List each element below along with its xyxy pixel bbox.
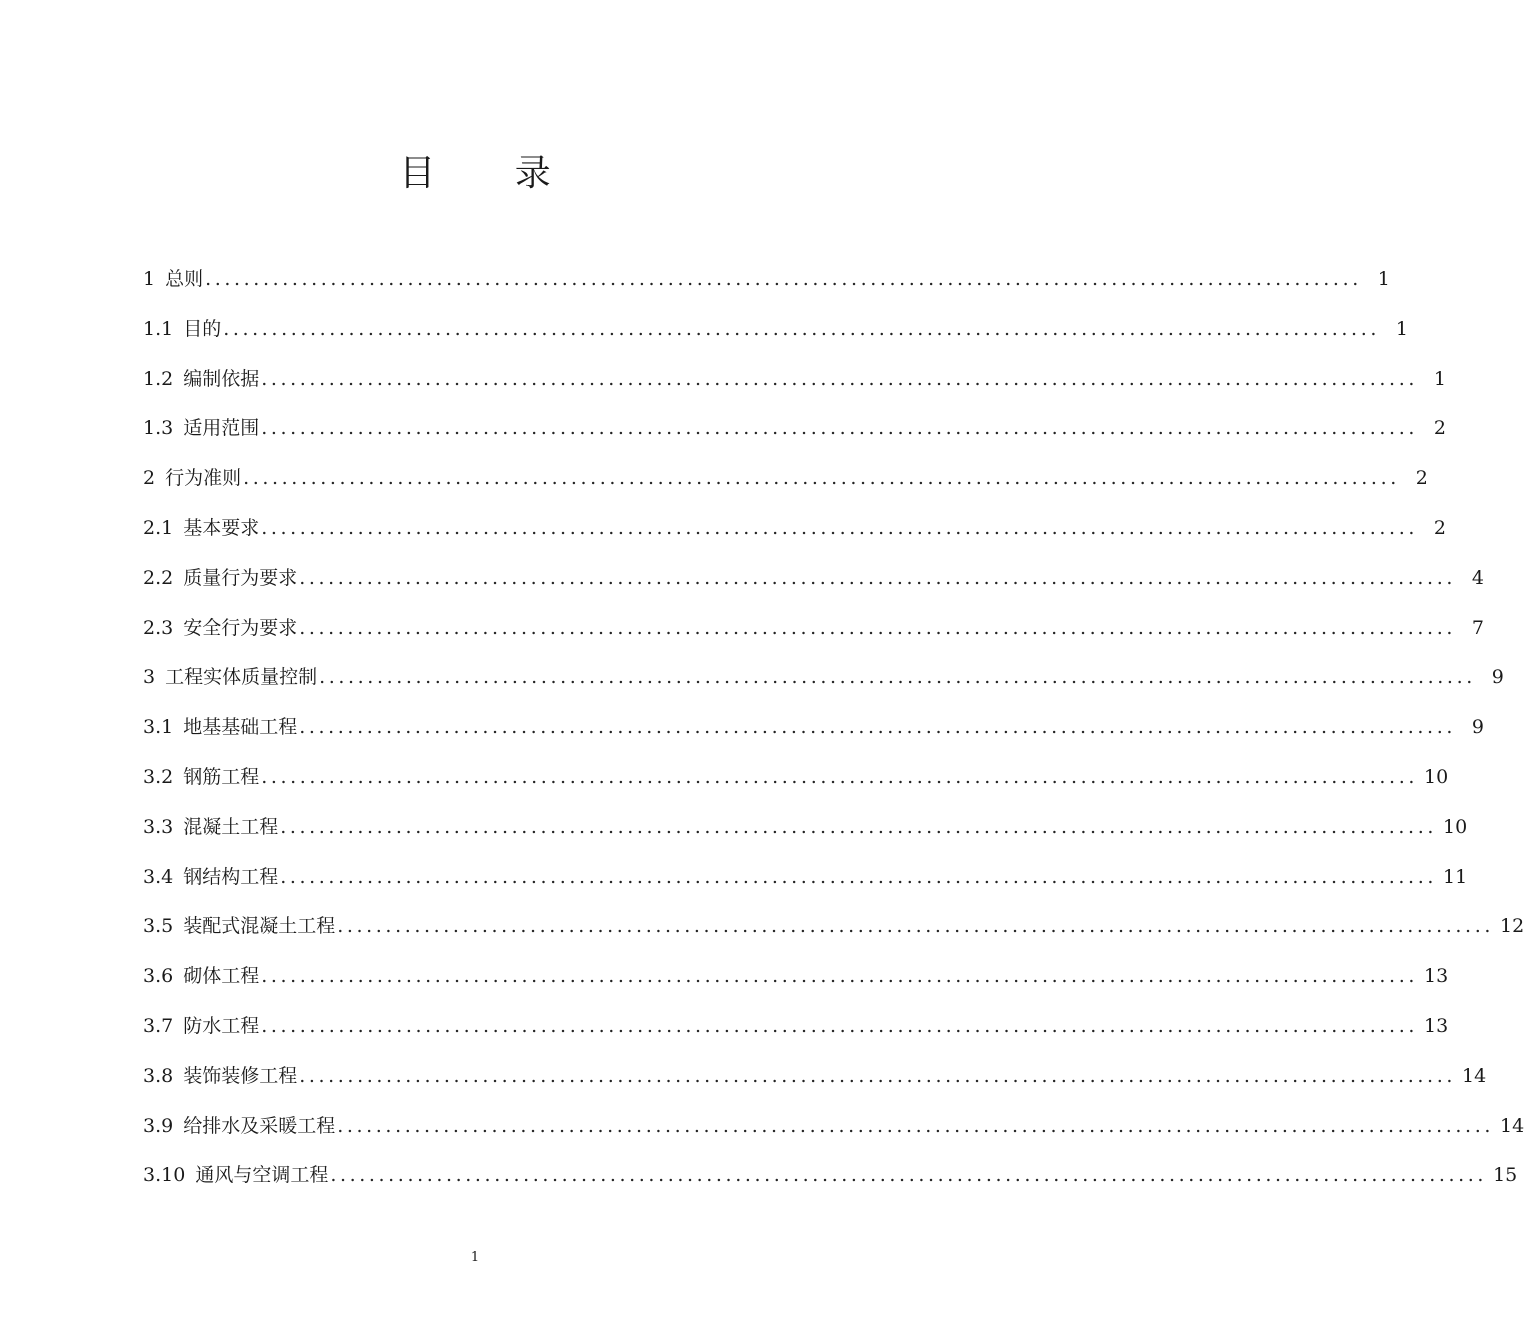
toc-entry-number: 3	[143, 666, 156, 689]
toc-entry-page: 1	[1433, 367, 1446, 390]
toc-entry-number: 2.1	[143, 516, 174, 539]
toc-entry-label: 钢结构工程	[183, 865, 279, 888]
toc-entry-number: 3.4	[143, 865, 174, 888]
toc-entry-number: 1.2	[143, 367, 174, 390]
toc-entry[interactable]	[143, 604, 1484, 654]
toc-entry[interactable]	[143, 753, 1449, 803]
toc-leader-dots: ........................................................................................................................	[299, 566, 1456, 589]
toc-entry-page: 13	[1423, 1014, 1449, 1037]
toc-entry[interactable]	[143, 355, 1446, 405]
toc-entry-number: 3.7	[143, 1014, 174, 1037]
toc-entry[interactable]	[143, 504, 1446, 554]
toc-leader-dots: ........................................................................................................................	[261, 1014, 1418, 1037]
toc-entry-page: 14	[1461, 1064, 1487, 1087]
toc-entry-page: 14	[1499, 1114, 1524, 1137]
toc-entry-page: 7	[1471, 616, 1484, 639]
toc-entry-number: 3.10	[143, 1164, 186, 1187]
toc-entry-page: 11	[1442, 865, 1468, 888]
toc-entry[interactable]	[143, 454, 1428, 504]
toc-entry-number: 3.9	[143, 1114, 174, 1137]
toc-entry-page: 2	[1433, 417, 1446, 440]
toc-entry-number: 2.3	[143, 616, 174, 639]
toc-entry-label: 安全行为要求	[183, 616, 298, 639]
toc-leader-dots: ........................................................................................................................	[330, 1164, 1488, 1187]
toc-entry-number: 3.1	[143, 716, 174, 739]
toc-entry-label: 编制依据	[183, 367, 260, 390]
page-title: 目 录	[399, 153, 585, 194]
toc-entry-number: 2	[143, 467, 156, 490]
toc-entry-number: 3.8	[143, 1064, 174, 1087]
toc-entry-label: 钢筋工程	[183, 765, 260, 788]
toc-entry-page: 13	[1423, 965, 1449, 988]
toc-entry-label: 质量行为要求	[183, 566, 298, 589]
toc-entry-number: 3.2	[143, 765, 174, 788]
toc-leader-dots: ........................................................................................................................	[280, 815, 1437, 838]
toc-entry-number: 3.3	[143, 815, 174, 838]
toc-leader-dots: ........................................................................................................................	[299, 616, 1456, 639]
toc-leader-dots: ........................................................................................................................	[280, 865, 1437, 888]
toc-entry-label: 适用范围	[183, 417, 260, 440]
toc-entry-label: 总则	[165, 268, 204, 290]
toc-entry[interactable]	[143, 952, 1449, 1002]
toc-entry-page: 2	[1415, 467, 1428, 490]
toc-leader-dots: ........................................................................................................................	[243, 467, 1400, 490]
toc-entry-number: 1.3	[143, 417, 174, 440]
toc-leader-dots: ........................................................................................................................	[261, 765, 1418, 788]
toc-entry-label: 基本要求	[183, 516, 260, 539]
toc-entry-label: 给排水及采暖工程	[183, 1114, 336, 1137]
toc-entry-page: 10	[1423, 765, 1449, 788]
toc-leader-dots: ........................................................................................................................	[299, 1064, 1456, 1087]
toc-leader-dots: ........................................................................................................................	[337, 915, 1494, 938]
toc-leader-dots: ........................................................................................................................	[337, 1114, 1494, 1137]
toc-entry[interactable]	[143, 803, 1468, 853]
toc-leader-dots: ........................................................................................................................	[261, 516, 1418, 539]
toc-leader-dots: ........................................................................................................................	[319, 666, 1476, 689]
toc-entry-label: 通风与空调工程	[195, 1164, 329, 1187]
toc-entry-label: 装饰装修工程	[183, 1064, 298, 1087]
toc-entry[interactable]	[143, 404, 1446, 454]
toc-entry-page: 10	[1442, 815, 1468, 838]
toc-leader-dots: ........................................................................................................................	[261, 367, 1418, 390]
toc-entry-number: 2.2	[143, 566, 174, 589]
toc-leader-dots: ........................................................................................................................	[223, 317, 1380, 340]
toc-entry-page: 4	[1471, 566, 1484, 589]
toc-entry-page: 1	[1395, 317, 1408, 340]
toc-entry[interactable]	[143, 902, 1524, 952]
toc-entry-number: 3.6	[143, 965, 174, 988]
toc-entry-page: 15	[1493, 1164, 1518, 1187]
toc-entry-number: 1.1	[143, 317, 174, 340]
toc-entry-page: 9	[1491, 666, 1504, 689]
page-number: 1	[470, 1250, 480, 1265]
toc-leader-dots: ........................................................................................................................	[205, 268, 1362, 290]
table-of-contents	[143, 255, 1524, 1201]
toc-entry[interactable]	[143, 554, 1484, 604]
toc-leader-dots: ........................................................................................................................	[261, 965, 1418, 988]
toc-leader-dots: ........................................................................................................................	[261, 417, 1418, 440]
toc-entry-number: 3.5	[143, 915, 174, 938]
toc-entry-number: 1	[143, 268, 156, 290]
toc-entry[interactable]	[143, 1151, 1518, 1201]
toc-entry-label: 行为准则	[165, 467, 242, 490]
toc-entry-page: 1	[1377, 268, 1390, 290]
toc-entry[interactable]	[143, 653, 1504, 703]
toc-leader-dots: ........................................................................................................................	[299, 716, 1456, 739]
toc-entry-label: 装配式混凝土工程	[183, 915, 336, 938]
toc-entry[interactable]	[143, 1102, 1524, 1152]
toc-entry[interactable]	[143, 1052, 1487, 1102]
toc-entry[interactable]	[143, 703, 1484, 753]
toc-entry-label: 混凝土工程	[183, 815, 279, 838]
toc-entry-label: 防水工程	[183, 1014, 260, 1037]
toc-entry[interactable]	[143, 853, 1468, 903]
toc-entry[interactable]	[143, 305, 1408, 355]
toc-entry-page: 12	[1499, 915, 1524, 938]
toc-entry-label: 目的	[183, 317, 222, 340]
toc-entry[interactable]	[143, 255, 1390, 305]
toc-entry-label: 工程实体质量控制	[165, 666, 318, 689]
toc-entry-label: 地基基础工程	[183, 716, 298, 739]
toc-entry-page: 2	[1433, 516, 1446, 539]
toc-entry-page: 9	[1471, 716, 1484, 739]
toc-entry-label: 砌体工程	[183, 965, 260, 988]
toc-entry[interactable]	[143, 1002, 1449, 1052]
